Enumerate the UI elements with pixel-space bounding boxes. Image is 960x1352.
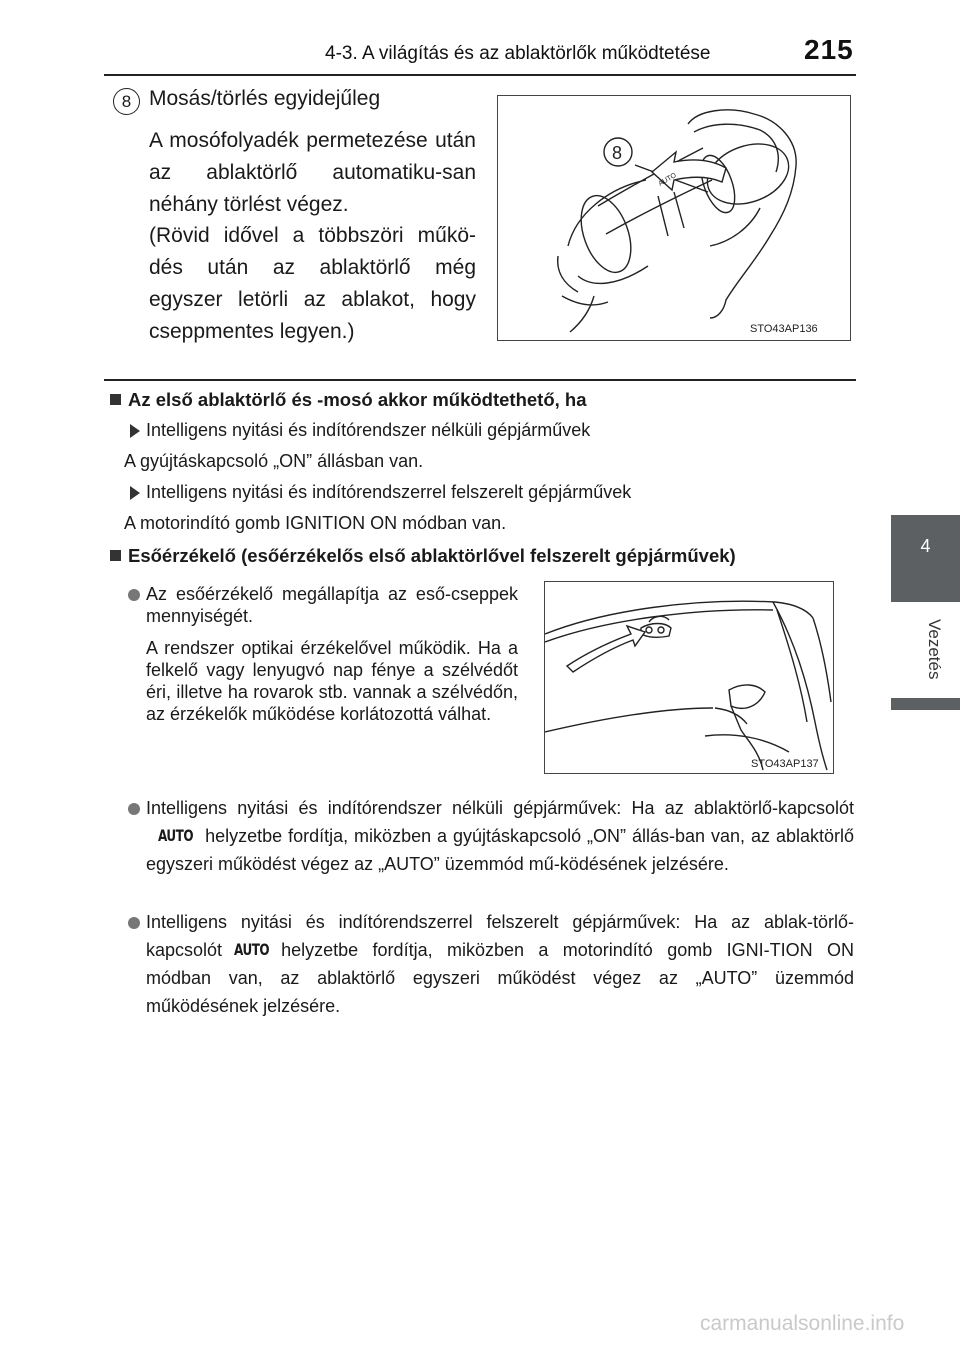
triangle-bullet-icon (130, 424, 140, 438)
wiper-lever-illustration (498, 96, 849, 339)
bullet-dot-icon (128, 917, 140, 929)
section-square-icon (110, 550, 121, 561)
sensor-arrow (567, 626, 645, 672)
vehicle-type-2: Intelligens nyitási és indítórendszerrel felszerelt gépjárművek (146, 482, 632, 502)
item-note: (Rövid idővel a többszöri műkö-dés után az ablaktörlő még egyszer letörli az ablakot, hogy cseppmentes legyen.) (149, 224, 476, 343)
header-rule (104, 74, 856, 76)
chapter-number: 4 (920, 536, 931, 556)
page-number: 215 (804, 34, 854, 65)
wiper-lever-figure (497, 95, 851, 341)
note-text-start: Intelligens nyitási és indítórendszer nélküli gépjárművek: Ha az ablaktörlő-kapcsolót (146, 798, 854, 818)
triangle-bullet-icon (130, 486, 140, 500)
vehicle-type-1: Intelligens nyitási és indítórendszer nélküli gépjárművek (146, 420, 591, 440)
note-text-end: helyzetbe fordítja, miközben a gyújtáskapcsoló „ON” állás-ban van, az ablaktörlő egyszeri működést végez az „AUTO” üzemmód mű-ködésének jelzésére. (146, 826, 854, 874)
auto-note-without-smart-key (146, 794, 854, 878)
condition-2: A motorindító gomb IGNITION ON módban van. (124, 513, 507, 533)
rain-sensor-figure (544, 581, 834, 774)
section-heading-front: Az első ablaktörlő és -mosó akkor működtethető, ha (128, 389, 587, 410)
auto-switch-icon: AUTO (234, 940, 270, 960)
chapter-label: Vezetés (925, 618, 944, 680)
callout-number: 8 (612, 143, 623, 163)
watermark: carmanualsonline.info (700, 1312, 905, 1335)
item-number-badge: 8 (113, 88, 140, 115)
section-title: 4-3. A világítás és az ablaktörlők működtetése (325, 43, 711, 64)
figure-code: STO43AP137 (751, 758, 819, 770)
bullet-dot-icon (128, 803, 140, 815)
figure-code: STO43AP136 (750, 323, 818, 335)
section-square-icon (110, 394, 121, 405)
note-text-start: Intelligens nyitási és indítórendszerrel felszerelt gépjárművek: Ha az ablak-törlő-kapcsolót (146, 912, 854, 960)
bullet-dot-icon (128, 589, 140, 601)
section-heading-rain: Esőérzékelő (esőérzékelős első ablaktörlővel felszerelt gépjárművek) (128, 545, 736, 566)
rain-sensor-illustration (545, 582, 832, 772)
condition-1: A gyújtáskapcsoló „ON” állásban van. (124, 451, 424, 471)
auto-note-with-smart-key (146, 908, 854, 1020)
item-description: A mosófolyadék permetezése után az ablaktörlő automatiku-san néhány törlést végez. (149, 129, 476, 216)
note-text-end: helyzetbe fordítja, miközben a motorindító gomb IGNI-TION ON módban van, az ablaktörlő egyszeri működést végez az „AUTO” üzemmód működésének jelzésére. (146, 940, 854, 1016)
section-divider (104, 379, 856, 381)
rain-sensor-limitations: A rendszer optikai érzékelővel működik. Ha a felkelő vagy lenyugvó nap fénye a szélvédőt éri, illetve ha rovarok stb. vannak a szélvédőn, az érzékelők működése korlátozottá válhat. (146, 638, 518, 724)
item-title: Mosás/törlés egyidejűleg (149, 87, 381, 110)
rain-sensor-description: Az esőérzékelő megállapítja az eső-cseppek mennyiségét. (146, 584, 518, 626)
auto-switch-icon: AUTO (158, 826, 194, 846)
lever-auto-label: AUTO (657, 172, 678, 188)
